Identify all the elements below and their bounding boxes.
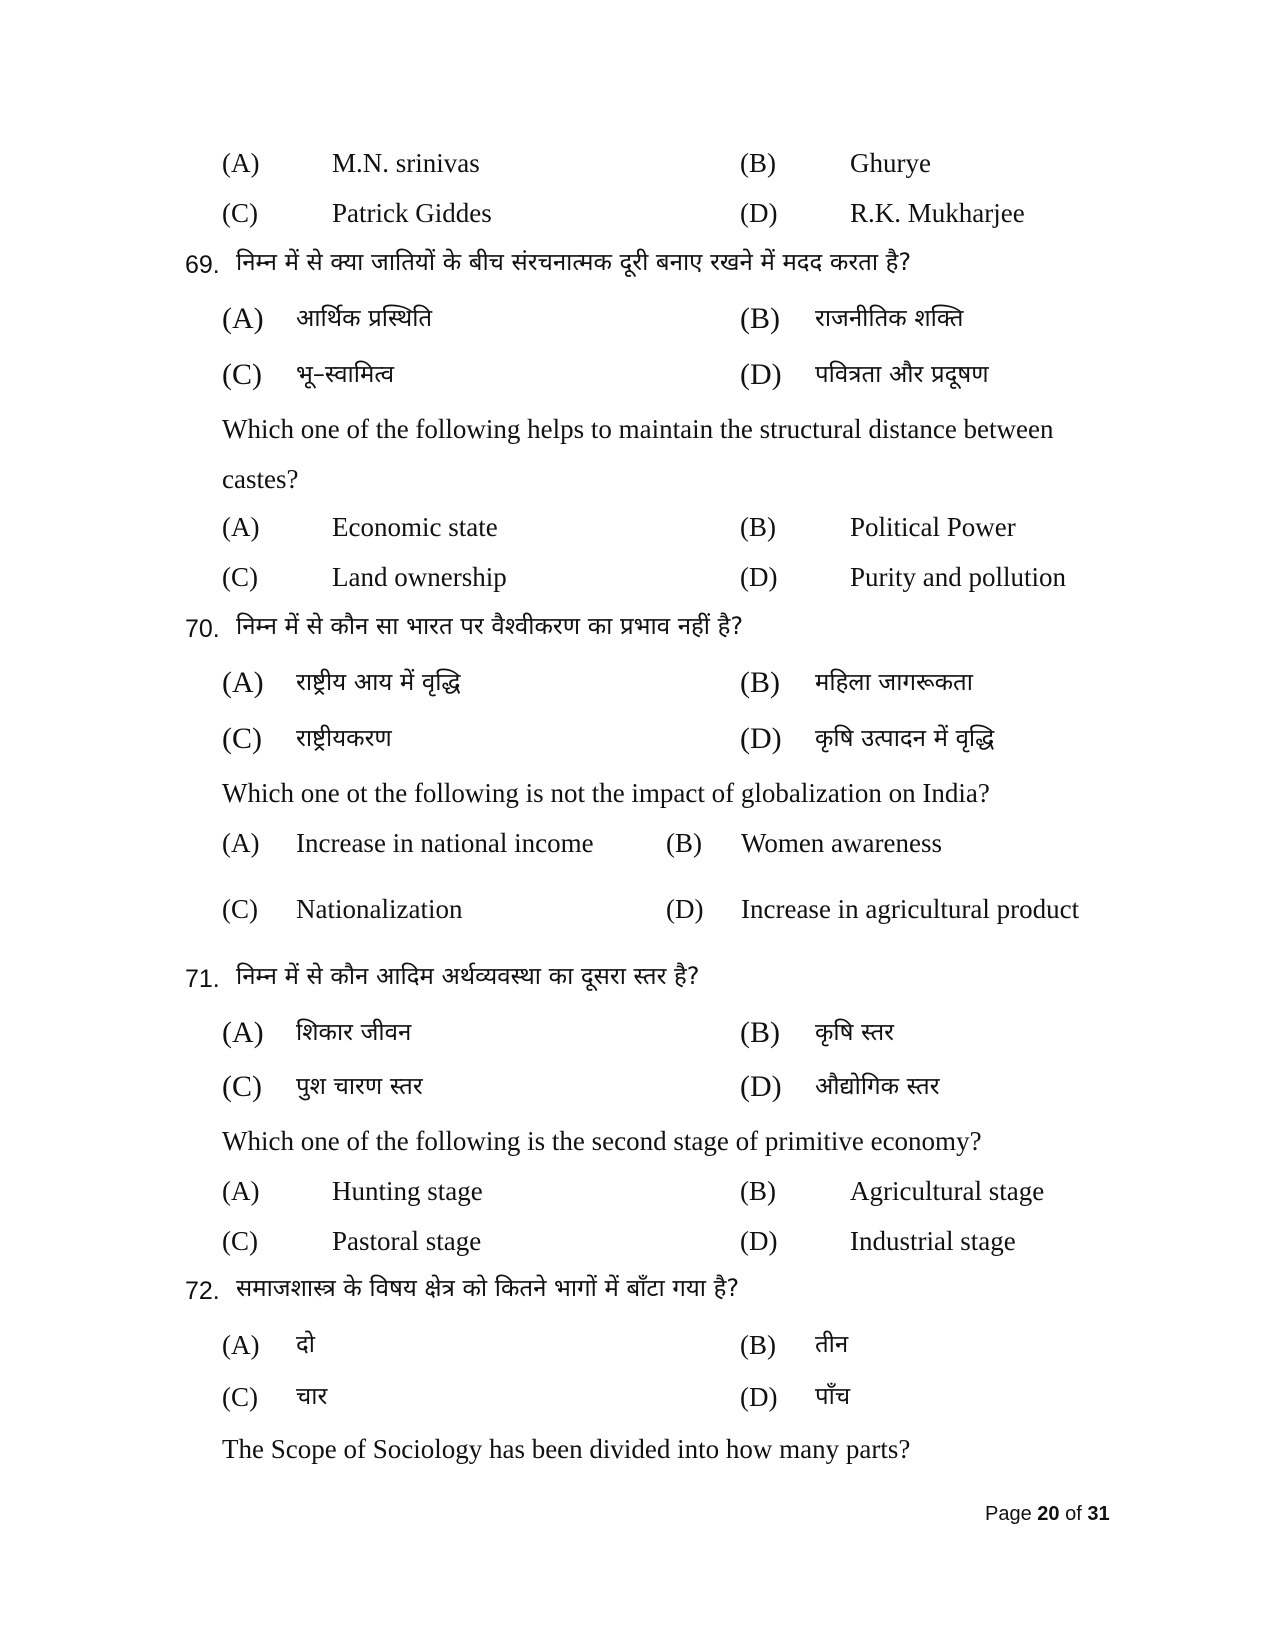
q68-option-c-text: Patrick Giddes	[332, 198, 492, 228]
footer-of: of	[1065, 1503, 1082, 1525]
q69-hindi-option-c-label: (C)	[222, 358, 262, 391]
q68-option-d-text: R.K. Mukharjee	[850, 198, 1025, 228]
q71-hindi-option-b-label: (B)	[740, 1016, 780, 1049]
q69-option-b-text: Political Power	[850, 512, 1016, 542]
q72-hindi-option-a-text: दो	[296, 1330, 315, 1358]
q71-hindi-option-a-text: शिकार जीवन	[296, 1018, 412, 1046]
q72-hindi-option-c-label: (C)	[222, 1382, 258, 1412]
q72-hindi-option-b-label: (B)	[740, 1330, 776, 1360]
q70-number: 70.	[185, 615, 220, 643]
q72-hindi-option-b-text: तीन	[815, 1330, 849, 1358]
q71-hindi-option-d-text: औद्योगिक स्तर	[815, 1072, 940, 1100]
q70-option-a-text: Increase in national income	[296, 828, 594, 858]
q69-hindi-option-a-label: (A)	[222, 302, 264, 335]
q70-hindi-option-c-text: राष्ट्रीयकरण	[296, 724, 392, 752]
q69-number: 69.	[185, 251, 220, 279]
q69-hindi-option-c-text: भू–स्वामित्व	[296, 360, 395, 388]
q70-option-d-label: (D)	[666, 894, 704, 924]
q71-hindi-option-b-text: कृषि स्तर	[815, 1018, 894, 1046]
q68-option-a-text: M.N. srinivas	[332, 148, 480, 178]
q71-hindi-question: निम्न में से कौन आदिम अर्थव्यवस्था का दूसरा स्तर है?	[236, 962, 700, 990]
q69-option-d-text: Purity and pollution	[850, 562, 1066, 592]
footer-current-page: 20	[1037, 1503, 1060, 1525]
q71-option-d-label: (D)	[740, 1226, 778, 1256]
q68-option-a-label: (A)	[222, 148, 260, 178]
q70-option-c-label: (C)	[222, 894, 258, 924]
q69-hindi-option-b-text: राजनीतिक शक्ति	[815, 304, 964, 332]
q68-option-c-label: (C)	[222, 198, 258, 228]
q72-english-question: The Scope of Sociology has been divided into how many parts?	[222, 1434, 911, 1464]
q71-english-question: Which one of the following is the second stage of primitive economy?	[222, 1126, 982, 1156]
q71-option-a-text: Hunting stage	[332, 1176, 483, 1206]
q70-option-b-text: Women awareness	[741, 828, 942, 858]
q72-hindi-option-c-text: चार	[296, 1382, 328, 1410]
q71-option-a-label: (A)	[222, 1176, 260, 1206]
q68-option-d-label: (D)	[740, 198, 778, 228]
q70-option-a-label: (A)	[222, 828, 260, 858]
q70-hindi-option-b-text: महिला जागरूकता	[815, 668, 973, 696]
q70-hindi-option-a-label: (A)	[222, 666, 264, 699]
q71-option-c-text: Pastoral stage	[332, 1226, 482, 1256]
q71-option-d-text: Industrial stage	[850, 1226, 1016, 1256]
q70-hindi-option-c-label: (C)	[222, 722, 262, 755]
q71-option-b-text: Agricultural stage	[850, 1176, 1045, 1206]
q69-hindi-option-d-text: पवित्रता और प्रदूषण	[815, 360, 989, 388]
q68-option-b-label: (B)	[740, 148, 776, 178]
q69-option-a-label: (A)	[222, 512, 260, 542]
q69-option-a-text: Economic state	[332, 512, 498, 542]
q69-option-b-label: (B)	[740, 512, 776, 542]
q72-hindi-option-d-label: (D)	[740, 1382, 778, 1412]
q69-option-c-text: Land ownership	[332, 562, 507, 592]
footer-total-pages: 31	[1087, 1503, 1110, 1525]
q70-hindi-question: निम्न में से कौन सा भारत पर वैश्वीकरण का प्रभाव नहीं है?	[236, 612, 744, 640]
q70-hindi-option-b-label: (B)	[740, 666, 780, 699]
q69-english-question: Which one of the following helps to maintain the structural distance between	[222, 414, 1054, 444]
q71-option-c-label: (C)	[222, 1226, 258, 1256]
q69-option-d-label: (D)	[740, 562, 778, 592]
q72-number: 72.	[185, 1277, 220, 1305]
q69-english-question-cont: castes?	[222, 464, 299, 494]
q70-option-c-text: Nationalization	[296, 894, 463, 924]
q71-hindi-option-d-label: (D)	[740, 1070, 782, 1103]
q70-hindi-option-d-label: (D)	[740, 722, 782, 755]
q70-option-d-text: Increase in agricultural product	[741, 894, 1080, 924]
q70-hindi-option-a-text: राष्ट्रीय आय में वृद्धि	[296, 668, 461, 696]
q69-hindi-question: निम्न में से क्या जातियों के बीच संरचनात्मक दूरी बनाए रखने में मदद करता है?	[236, 248, 912, 276]
q71-number: 71.	[185, 965, 220, 993]
q71-hindi-option-c-text: पुश चारण स्तर	[296, 1072, 423, 1100]
q71-hindi-option-c-label: (C)	[222, 1070, 262, 1103]
q71-hindi-option-a-label: (A)	[222, 1016, 264, 1049]
q69-hindi-option-b-label: (B)	[740, 302, 780, 335]
q69-hindi-option-d-label: (D)	[740, 358, 782, 391]
footer-page-prefix: Page	[985, 1503, 1032, 1525]
q72-hindi-option-a-label: (A)	[222, 1330, 260, 1360]
q70-hindi-option-d-text: कृषि उत्पादन में वृद्धि	[815, 724, 995, 752]
q69-hindi-option-a-text: आर्थिक प्रस्थिति	[296, 304, 433, 332]
q72-hindi-option-d-text: पाँच	[815, 1382, 851, 1410]
q69-option-c-label: (C)	[222, 562, 258, 592]
q71-option-b-label: (B)	[740, 1176, 776, 1206]
page-footer	[985, 1504, 1110, 1524]
q72-hindi-question: समाजशास्त्र के विषय क्षेत्र को कितने भागों में बाँटा गया है?	[236, 1274, 740, 1302]
q68-option-b-text: Ghurye	[850, 148, 931, 178]
q70-english-question: Which one ot the following is not the impact of globalization on India?	[222, 778, 990, 808]
q70-option-b-label: (B)	[666, 828, 702, 858]
